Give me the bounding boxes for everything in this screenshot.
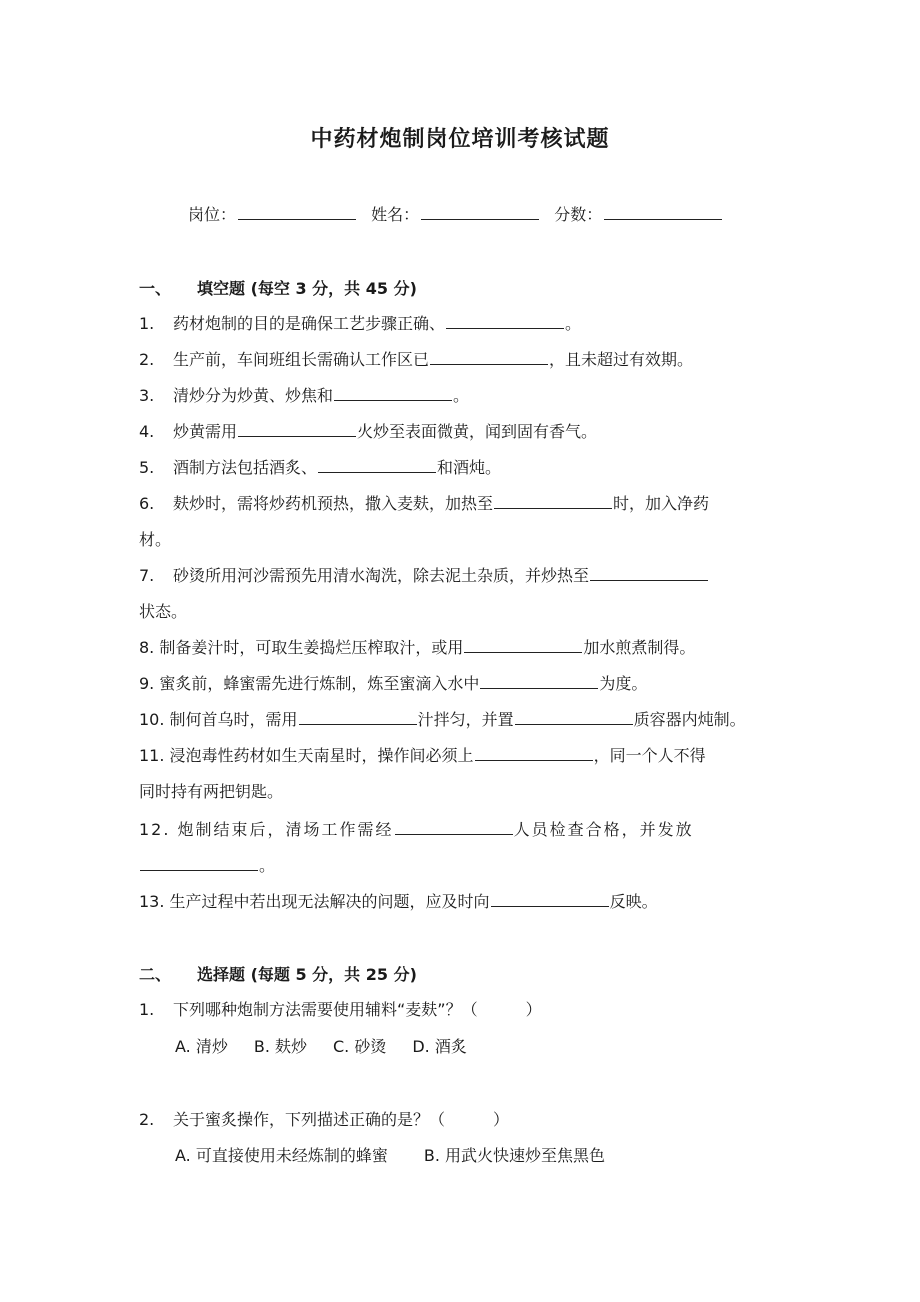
option-b[interactable]: B. 用武火快速炒至焦黑色 — [423, 1146, 605, 1165]
answer-blank[interactable] — [446, 312, 564, 329]
question-text: ，且未超过有效期。 — [549, 350, 694, 369]
answer-blank[interactable] — [590, 564, 708, 581]
fill-question — [139, 450, 784, 486]
answer-blank[interactable] — [515, 708, 633, 725]
question-number: 1. — [139, 314, 155, 333]
option-c[interactable]: C. 砂烫 — [333, 1037, 387, 1056]
fill-question — [139, 812, 784, 884]
fill-question — [139, 414, 784, 450]
question-number: 3. — [139, 386, 155, 405]
fill-question — [139, 884, 784, 920]
question-text: 炮制结束后，清场工作需经 — [177, 820, 394, 839]
question-text: 酒制方法包括酒炙、 — [173, 458, 318, 477]
question-text: 浸泡毒性药材如生天南星时，操作间必须上 — [169, 746, 474, 765]
section-title: 填空题 (每空 3 分，共 45 分) — [197, 279, 417, 298]
section-multiple-choice-heading — [139, 962, 417, 985]
question-text: 清炒分为炒黄、炒焦和 — [173, 386, 334, 405]
page-title: 中药材炮制岗位培训考核试题 — [310, 127, 610, 152]
question-text: 炒黄需用 — [173, 422, 238, 441]
answer-blank[interactable] — [494, 492, 612, 509]
fill-question — [139, 666, 784, 702]
fill-question — [139, 378, 784, 414]
section-number: 一、 — [139, 279, 172, 298]
fill-question — [139, 630, 784, 666]
answer-blank[interactable] — [334, 384, 452, 401]
section-title: 选择题 (每题 5 分，共 25 分) — [197, 965, 417, 984]
question-number: 2. — [139, 350, 155, 369]
fill-question — [139, 702, 784, 738]
question-text: 砂烫所用河沙需预先用清水淘洗，除去泥土杂质，并炒热至 — [173, 566, 590, 585]
answer-blank[interactable] — [464, 636, 582, 653]
answer-blank[interactable] — [480, 672, 598, 689]
question-number: 11. — [139, 746, 165, 765]
fill-question — [139, 738, 784, 810]
fill-question — [139, 342, 784, 378]
position-blank[interactable] — [238, 203, 356, 220]
question-text: 关于蜜炙操作，下列描述正确的是？（ — [173, 1110, 446, 1129]
question-text: 汁拌匀，并置 — [417, 710, 514, 729]
question-text: 火炒至表面微黄，闻到固有香气。 — [357, 422, 598, 441]
option-b[interactable]: B. 麸炒 — [253, 1037, 307, 1056]
answer-blank[interactable] — [475, 744, 593, 761]
choice-question — [139, 1102, 784, 1138]
question-number: 13. — [139, 892, 165, 911]
position-label: 岗位： — [188, 205, 237, 224]
question-number: 1. — [139, 1000, 155, 1019]
answer-blank[interactable] — [430, 348, 548, 365]
question-text: ） — [493, 1110, 510, 1129]
question-text: 麸炒时，需将炒药机预热，撒入麦麸，加热至 — [173, 494, 494, 513]
question-text: 下列哪种炮制方法需要使用辅料“麦麸”？（ — [173, 1000, 478, 1019]
name-blank[interactable] — [421, 203, 539, 220]
option-a[interactable]: A. 清炒 — [175, 1037, 228, 1056]
option-d[interactable]: D. 酒炙 — [412, 1037, 467, 1056]
question-text: 和酒炖。 — [437, 458, 502, 477]
answer-blank[interactable] — [238, 420, 356, 437]
question-text: 加水煎煮制得。 — [583, 638, 696, 657]
answer-blank[interactable] — [140, 854, 258, 871]
question-text: 。 — [565, 314, 582, 333]
section-number: 二、 — [139, 965, 172, 984]
question-number: 10. — [139, 710, 165, 729]
score-blank[interactable] — [604, 203, 722, 220]
question-text: 质容器内炖制。 — [633, 710, 746, 729]
choice-options — [175, 1034, 493, 1057]
question-number: 6. — [139, 494, 155, 513]
name-label: 姓名： — [371, 205, 420, 224]
fill-question — [139, 486, 784, 558]
question-text: 时，加入净药 — [613, 494, 710, 513]
question-text: 生产前，车间班组长需确认工作区已 — [173, 350, 430, 369]
question-text-continued: 状态。 — [139, 602, 188, 621]
question-number: 5. — [139, 458, 155, 477]
fill-question — [139, 558, 784, 630]
question-text: 。 — [453, 386, 470, 405]
question-text: 药材炮制的目的是确保工艺步骤正确、 — [173, 314, 446, 333]
choice-options — [175, 1143, 631, 1166]
question-number: 2. — [139, 1110, 155, 1129]
candidate-info-line — [188, 202, 732, 225]
fill-question — [139, 306, 784, 342]
question-text: 反映。 — [609, 892, 658, 911]
question-text: 为度。 — [599, 674, 648, 693]
question-number: 4. — [139, 422, 155, 441]
question-number: 12. — [139, 820, 171, 839]
answer-blank[interactable] — [299, 708, 417, 725]
question-text: 人员检查合格，并发放 — [513, 820, 694, 839]
question-text: 蜜炙前，蜂蜜需先进行炼制，炼至蜜滴入水中 — [159, 674, 480, 693]
choice-question — [139, 992, 784, 1028]
answer-blank[interactable] — [318, 456, 436, 473]
question-text: 制备姜汁时，可取生姜捣烂压榨取汁，或用 — [159, 638, 464, 657]
option-a[interactable]: A. 可直接使用未经炼制的蜂蜜 — [175, 1146, 388, 1165]
question-number: 9. — [139, 674, 155, 693]
answer-blank[interactable] — [491, 890, 609, 907]
question-text: 制何首乌时，需用 — [169, 710, 298, 729]
question-number: 7. — [139, 566, 155, 585]
question-text: ） — [525, 1000, 542, 1019]
score-label: 分数： — [554, 205, 603, 224]
question-text: ，同一个人不得 — [593, 746, 706, 765]
question-text-continued: 同时持有两把钥匙。 — [139, 782, 284, 801]
section-fill-blank-heading — [139, 276, 417, 299]
question-text-continued: 。 — [259, 856, 278, 875]
question-text-continued: 材。 — [139, 530, 172, 549]
answer-blank[interactable] — [395, 818, 513, 835]
question-number: 8. — [139, 638, 155, 657]
question-text: 生产过程中若出现无法解决的问题，应及时向 — [169, 892, 490, 911]
